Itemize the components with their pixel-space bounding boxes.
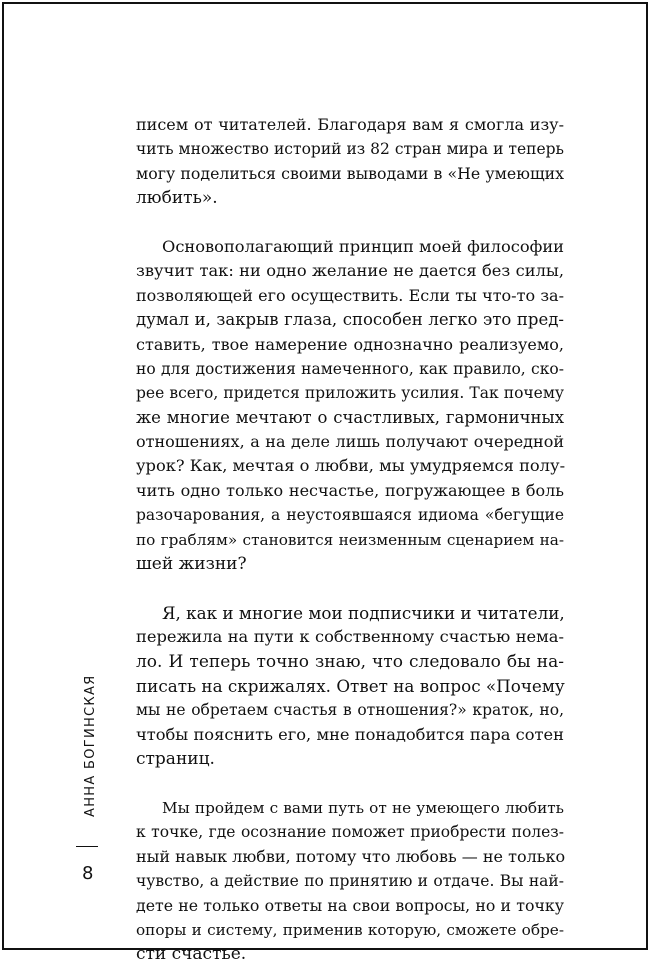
running-head-author: АННА БОГИНСКАЯ — [83, 674, 98, 817]
text-line: отношениях, а на деле лишь получают очередной — [136, 432, 564, 452]
text-line: чтобы пояснить его, мне понадобится пара сотен — [136, 724, 564, 744]
paragraph-gap — [136, 772, 564, 796]
text-line: но для достижения намеченного, как правило, ско- — [136, 359, 564, 378]
text-line: урок? Как, мечтая о любви, мы умудряемся полу- — [136, 456, 566, 476]
text-line: думал и, закрыв глаза, способен легко это пред- — [136, 310, 564, 330]
text-line: чить одно только несчастье, погружающее в боль — [136, 480, 564, 500]
text-line: писать на скрижалях. Ответ на вопрос «Почему — [136, 675, 565, 696]
text-line: сти счастье. — [136, 944, 247, 965]
text-line: по граблям» становится неизменным сценарием на- — [136, 530, 564, 549]
paragraph-gap — [136, 576, 564, 600]
text-line: дете не только ответы на свои вопросы, но и точку — [136, 895, 564, 915]
text-line: Я, как и многие мои подписчики и читатели, — [162, 602, 565, 623]
text-line: могу поделиться своими выводами в «Не умеющих — [136, 163, 564, 183]
paragraph-gap — [136, 211, 564, 235]
text-line: ставить, твое намерение однозначно реализуемо, — [136, 334, 564, 354]
text-line: ный навык любви, потому что любовь — не только — [136, 846, 566, 866]
text-line: опоры и систему, применив которую, сможете обре- — [136, 920, 564, 939]
text-line: позволяющей его осуществить. Если ты что-то за- — [136, 285, 564, 305]
text-line: же многие мечтают о счастливых, гармоничных — [136, 407, 564, 427]
text-line: шей жизни? — [136, 554, 247, 575]
text-line: пережила на пути к собственному счастью нема- — [136, 627, 564, 647]
text-line: разочарования, а неустоявшаяся идиома «бегущие — [136, 506, 564, 525]
text-line: ло. И теперь точно знаю, что следовало бы на- — [136, 651, 564, 672]
body-text — [136, 113, 564, 967]
page-number: 8 — [82, 863, 94, 884]
text-line: страниц. — [136, 749, 215, 770]
page — [2, 2, 648, 965]
text-line: чувство, а действие по принятию и отдаче. Вы най- — [136, 872, 564, 891]
folio-rule — [76, 846, 98, 847]
text-line: Мы пройдем с вами путь от не умеющего любить — [162, 798, 564, 817]
text-line: писем от читателей. Благодаря вам я смогла изу- — [136, 115, 564, 134]
text-line: мы не обретаем счастья в отношения?» краток, но, — [136, 701, 564, 720]
text-line: любить». — [136, 188, 218, 209]
text-line: Основополагающий принцип моей философии — [162, 236, 565, 256]
text-line: чить множество историй из 82 стран мира и теперь — [136, 140, 564, 159]
text-line: звучит так: ни одно желание не дается без силы, — [136, 261, 564, 281]
text-line: к точке, где осознание поможет приобрести полез- — [136, 823, 564, 842]
text-line: рее всего, придется приложить усилия. Так почему — [136, 384, 564, 403]
